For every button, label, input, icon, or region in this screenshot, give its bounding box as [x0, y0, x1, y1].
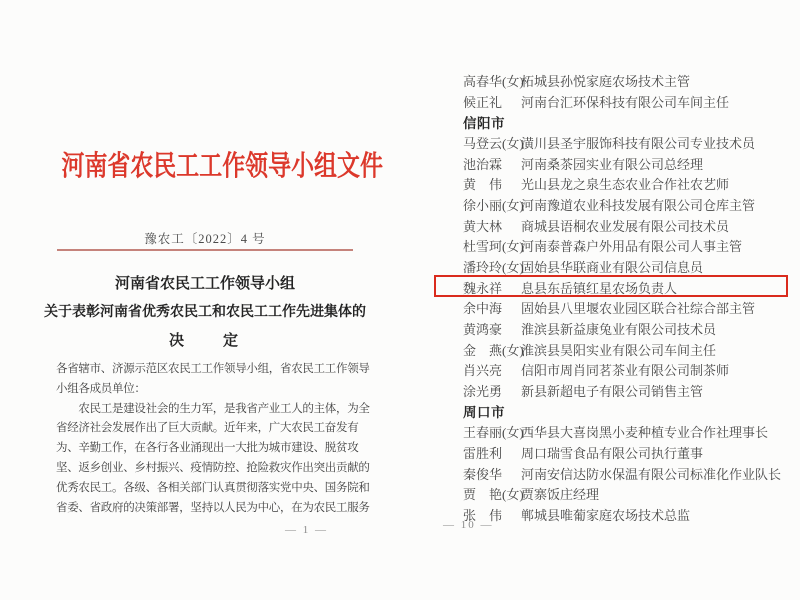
document-title [25, 272, 385, 350]
person-position: 郸城县唯葡家庭农场技术总监 [521, 507, 691, 523]
body-text-line: 各省辖市、济源示范区农民工工作领导小组，省农民工工作领导 [56, 363, 370, 375]
list-item [434, 421, 788, 442]
person-position: 河南桑茶园实业有限公司总经理 [521, 156, 704, 172]
person-name: 马登云(女) [463, 135, 524, 151]
person-name: 黄 伟 [463, 177, 503, 193]
document-number: 豫农工〔2022〕4 号 [144, 232, 266, 246]
list-item [434, 339, 788, 360]
person-position: 光山县龙之泉生态农业合作社农艺师 [521, 177, 730, 193]
person-position: 柘城县孙悦家庭农场技术主管 [521, 73, 691, 89]
person-position: 潢川县圣宇服饰科技有限公司专业技术员 [521, 135, 756, 151]
person-name: 黄鸿豪 [463, 321, 503, 337]
list-item [434, 483, 788, 504]
list-item [434, 173, 788, 194]
body-text-line: 优秀农民工。各级、各相关部门认真贯彻落实党中央、国务院和 [56, 481, 370, 494]
person-position: 固始县华联商业有限公司信息员 [521, 259, 704, 275]
list-item [434, 194, 788, 215]
person-position: 河南台汇环保科技有限公司车间主任 [521, 94, 730, 110]
header-divider-rule [57, 249, 353, 251]
person-name: 王春丽(女) [463, 425, 524, 441]
highlighted-list-item [434, 277, 788, 298]
list-item [434, 442, 788, 463]
list-item [434, 70, 788, 91]
person-name: 涂光勇 [463, 383, 503, 399]
person-position: 新县新超电子有限公司销售主管 [521, 383, 704, 399]
title-line-2: 关于表彰河南省优秀农民工和农民工工作先进集体的 [44, 305, 366, 320]
body-text [56, 360, 370, 518]
person-name: 肖兴亮 [463, 363, 503, 379]
body-text-line: 省委、省政府的决策部署，坚持以人民为中心，在为农民工服务 [56, 501, 370, 514]
person-position: 淮滨县新益康兔业有限公司技术员 [521, 321, 717, 337]
person-name: 余中海 [463, 301, 503, 317]
city-name: 周口市 [463, 405, 505, 421]
city-section-header [434, 111, 788, 132]
person-position: 贾寨饭庄经理 [521, 487, 600, 503]
person-name: 秦俊华 [463, 466, 503, 482]
list-item [434, 318, 788, 339]
person-position: 信阳市周肖同茗茶业有限公司制茶师 [521, 363, 730, 379]
body-text-line: 省经济社会发展作出了巨大贡献。近年来，广大农民工奋发有 [56, 422, 359, 435]
person-position: 河南泰普森户外用品有限公司人事主管 [521, 239, 743, 255]
list-item [434, 215, 788, 236]
person-name: 潘玲玲(女) [463, 259, 524, 275]
person-name: 贾 艳(女) [463, 487, 524, 503]
list-item [434, 153, 788, 174]
page-number-right: — 10 — [443, 519, 494, 531]
page-number-left: — 1 — [285, 524, 328, 536]
body-text-line: 农民工是建设社会的生力军，是我省产业工人的主体，为全 [56, 402, 370, 415]
body-text-line: 坚、返乡创业、乡村振兴、疫情防控、抢险救灾作出突出贡献的 [56, 461, 370, 474]
person-name: 张 伟 [463, 507, 503, 523]
person-position: 河南安信达防水保温有限公司标准化作业队长 [521, 466, 782, 482]
person-name: 池治霖 [463, 156, 503, 172]
person-name: 金 燕(女) [463, 342, 524, 358]
person-position: 固始县八里堰农业园区联合社综合部主管 [521, 301, 756, 317]
person-name: 高春华(女) [463, 73, 524, 89]
list-item [434, 463, 788, 484]
title-line-1: 河南省农民工工作领导小组 [114, 276, 295, 292]
person-name: 雷胜利 [463, 445, 503, 461]
person-position: 商城县语桐农业发展有限公司技术员 [521, 218, 730, 234]
body-text-line: 为、辛勤工作，在各行各业涌现出一大批为城市建设、脱贫攻 [56, 442, 359, 455]
list-item [434, 380, 788, 401]
award-roster [434, 70, 788, 525]
person-position: 西华县大喜岗黑小麦种植专业合作社理事长 [521, 425, 769, 441]
person-name: 徐小丽(女) [463, 197, 524, 213]
body-text-line: 小组各成员单位： [56, 382, 146, 395]
person-name: 魏永祥 [463, 280, 503, 296]
person-position: 河南豫道农业科技发展有限公司仓库主管 [521, 197, 756, 213]
list-item [434, 235, 788, 256]
person-position: 淮滨县昊阳实业有限公司车间主任 [521, 342, 717, 358]
city-name: 信阳市 [463, 115, 505, 131]
list-item [434, 91, 788, 112]
person-name: 黄大林 [463, 218, 503, 234]
list-item [434, 132, 788, 153]
person-name: 候正礼 [463, 94, 503, 110]
city-section-header [434, 401, 788, 422]
title-line-3: 决 定 [168, 333, 241, 349]
list-item [434, 359, 788, 380]
list-item [434, 256, 788, 277]
person-position: 息县东岳镇红星农场负责人 [521, 280, 678, 296]
document-header-title: 河南省农民工工作领导小组文件 [61, 151, 383, 182]
person-name: 杜雪珂(女) [463, 239, 524, 255]
list-item [434, 297, 788, 318]
person-position: 周口瑞雪食品有限公司执行董事 [521, 445, 704, 461]
